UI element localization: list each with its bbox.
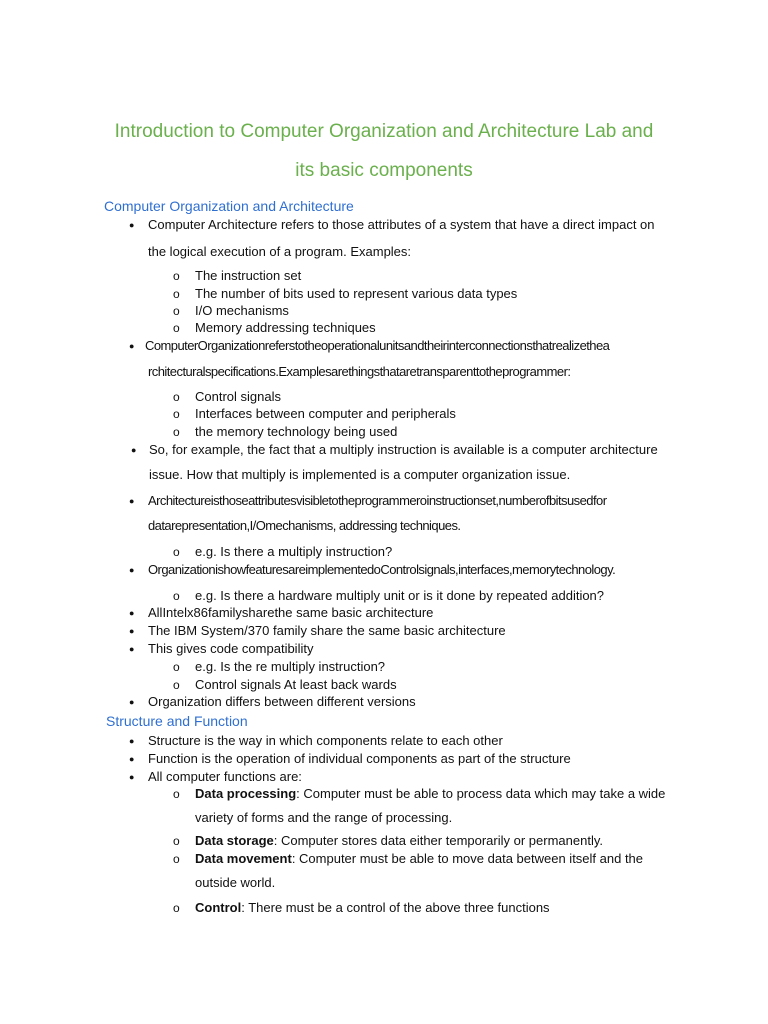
list-item-compat: This gives code compatibility [148,641,314,656]
list-item-arch-example: Memory addressing techniques [195,320,376,335]
circle-bullet-icon: o [173,304,180,318]
circle-bullet-icon: o [173,545,180,559]
circle-bullet-icon: o [173,425,180,439]
bullet-icon: ● [129,772,135,782]
section-heading-structure-function: Structure and Function [106,713,248,729]
list-item-control [195,900,550,916]
paragraph-architecture-is-line-1: Architectureisthoseattributesvisibletotheprogrammeroinstructionset,numberofbitsusedfor [148,493,607,508]
circle-bullet-icon: o [173,901,180,915]
list-item-data-movement [195,851,643,867]
circle-bullet-icon: o [173,269,180,283]
data-processing-label: Data processing [195,786,297,801]
circle-bullet-icon: o [173,660,180,674]
circle-bullet-icon: o [173,678,180,692]
data-storage-text: : Computer stores data either temporarily or permanently. [273,833,603,848]
data-storage-label: Data storage [195,833,274,848]
data-processing-text: : Computer must be able to process data which may take a wide [296,786,666,801]
list-item-function: Function is the operation of individual components as part of the structure [148,751,571,766]
bullet-icon: ● [129,565,135,575]
list-item-compat-example: Control signals At least back wards [195,677,397,692]
circle-bullet-icon: o [173,787,180,801]
list-item-org-example: Interfaces between computer and peripherals [195,406,456,421]
list-item-ibm: The IBM System/370 family share the same basic architecture [148,623,506,638]
control-label: Control [195,900,242,915]
circle-bullet-icon: o [173,852,180,866]
bullet-icon: ● [131,445,137,455]
paragraph-example-line-2: issue. How that multiply is implemented is a computer organization issue. [149,467,571,482]
bullet-icon: ● [129,341,135,351]
bullet-icon: ● [129,608,135,618]
data-movement-text-line-2: outside world. [195,875,276,890]
paragraph-organization-line-1: ComputerOrganizationreferstotheoperationalunitsandtheirinterconnectionsthatrealizethea [145,338,610,353]
bullet-icon: ● [129,754,135,764]
list-item-structure: Structure is the way in which components relate to each other [148,733,503,748]
circle-bullet-icon: o [173,390,180,404]
list-item-arch-example: The instruction set [195,268,302,283]
circle-bullet-icon: o [173,321,180,335]
paragraph-organization-line-2: rchitecturalspecifications.Examplesarethingsthataretransparenttotheprogrammer: [148,364,571,379]
circle-bullet-icon: o [173,589,180,603]
paragraph-architecture-line-1: Computer Architecture refers to those attributes of a system that have a direct impact on [148,217,655,232]
list-item-all-functions: All computer functions are: [148,769,302,784]
document-title-line-2: its basic components [295,160,473,181]
bullet-icon: ● [129,644,135,654]
bullet-icon: ● [129,736,135,746]
list-item-data-storage [195,833,603,849]
list-item-arch-is-example: e.g. Is there a multiply instruction? [195,544,393,559]
bullet-icon: ● [129,626,135,636]
data-movement-text: : Computer must be able to move data between itself and the [291,851,644,866]
paragraph-architecture-line-2: the logical execution of a program. Examples: [148,244,412,259]
list-item-intel: AllIntelx86familysharethe same basic architecture [148,605,434,620]
paragraph-architecture-is-line-2: datarepresentation,I/Omechanisms, addressing techniques. [148,518,461,533]
paragraph-example-line-1: So, for example, the fact that a multiply instruction is available is a computer architecture [149,442,658,457]
control-text: : There must be a control of the above three functions [241,900,550,915]
data-processing-text-line-2: variety of forms and the range of processing. [195,810,453,825]
list-item-org-example: the memory technology being used [195,424,398,439]
section-heading-organization-architecture: Computer Organization and Architecture [104,198,354,214]
bullet-icon: ● [129,697,135,707]
list-item-data-processing [195,786,665,802]
circle-bullet-icon: o [173,407,180,421]
list-item-compat-example: e.g. Is the re multiply instruction? [195,659,386,674]
circle-bullet-icon: o [173,834,180,848]
circle-bullet-icon: o [173,287,180,301]
list-item-arch-example: The number of bits used to represent various data types [195,286,518,301]
list-item-org-example: Control signals [195,389,281,404]
paragraph-organization-is: OrganizationishowfeaturesareimplementedoControlsignals,interfaces,memorytechnology. [148,562,616,577]
bullet-icon: ● [129,220,135,230]
list-item-arch-example: I/O mechanisms [195,303,289,318]
list-item-differs: Organization differs between different versions [148,694,416,709]
document-title-line-1: Introduction to Computer Organization and Architecture Lab and [114,121,654,142]
bullet-icon: ● [129,496,135,506]
list-item-org-is-example: e.g. Is there a hardware multiply unit or is it done by repeated addition? [195,588,605,603]
data-movement-label: Data movement [195,851,292,866]
